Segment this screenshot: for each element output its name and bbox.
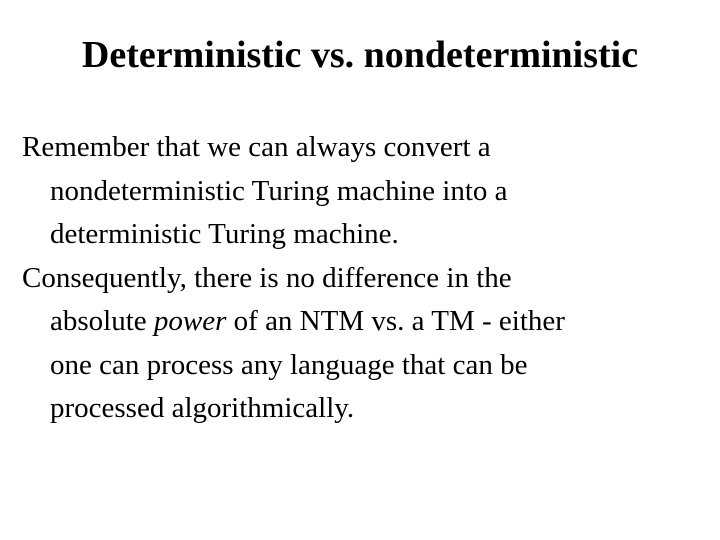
paragraph-1-line-1: Remember that we can always convert a <box>22 131 491 163</box>
ntm-vs-tm-text: of an NTM vs. a TM - either <box>226 305 565 337</box>
paragraph-2-line-3: one can process any language that can be <box>50 348 528 381</box>
paragraph-convert-ntm <box>22 126 712 257</box>
power-emphasis: power <box>153 305 227 337</box>
slide-title: Deterministic vs. nondeterministic <box>81 34 639 76</box>
paragraph-2-line-4: processed algorithmically. <box>50 392 355 424</box>
paragraph-2-line-2 <box>50 305 565 337</box>
paragraph-2-line-1: Consequently, there is no difference in the <box>22 261 512 294</box>
paragraph-1-line-3: deterministic Turing machine. <box>50 218 399 250</box>
absolute-text: absolute <box>50 305 154 337</box>
slide-body <box>22 126 712 431</box>
paragraph-1-line-2: nondeterministic Turing machine into a <box>50 174 508 207</box>
paragraph-consequently <box>22 257 712 431</box>
